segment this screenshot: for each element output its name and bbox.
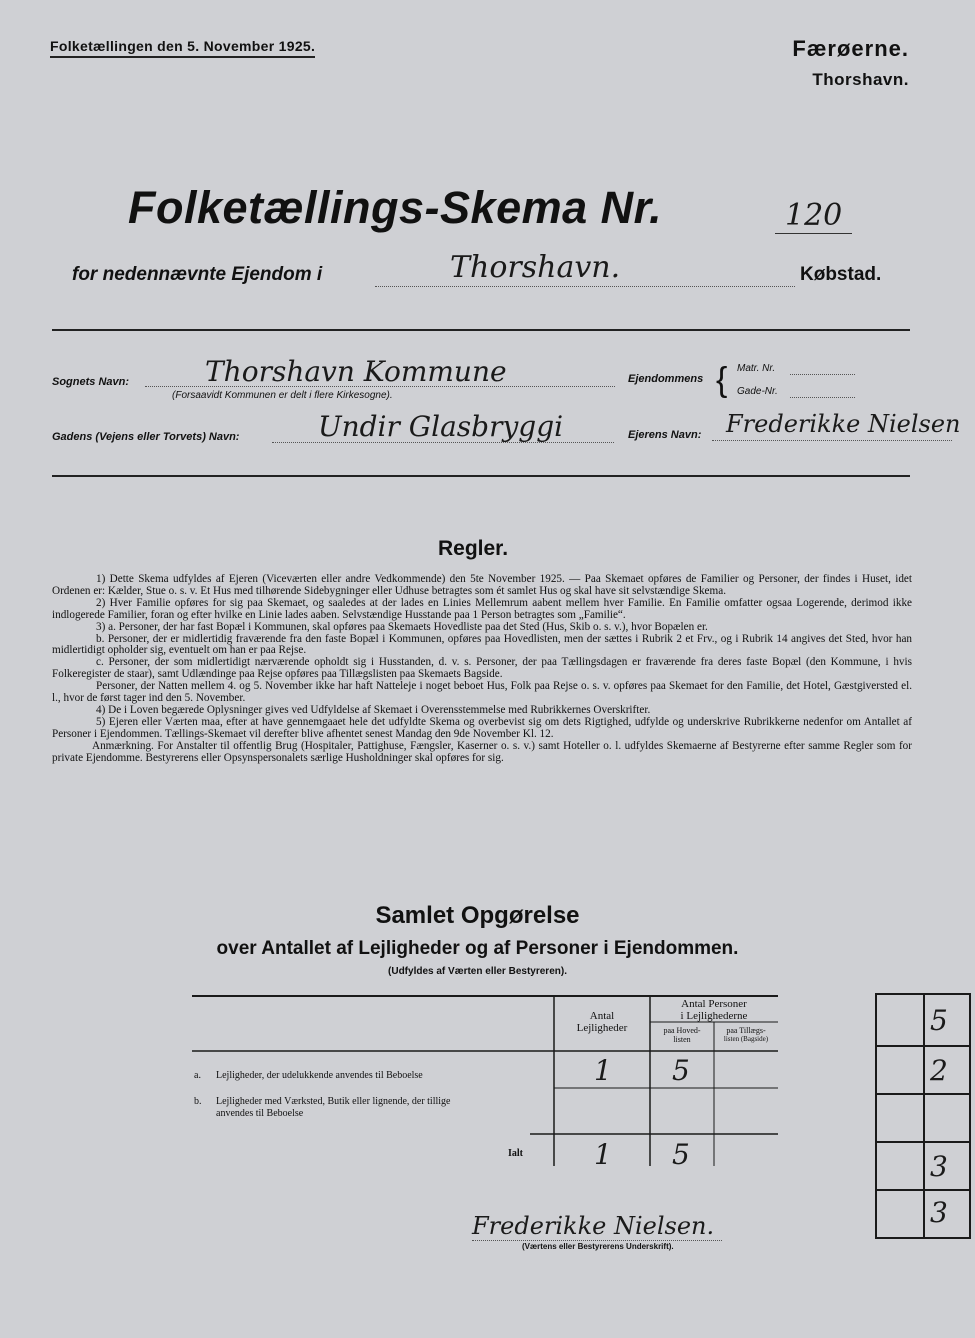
signature-caption: (Værtens eller Bestyrerens Underskrift). (522, 1242, 674, 1251)
kobstad-label: Købstad. (800, 264, 882, 285)
total-apartments: 1 (594, 1138, 612, 1171)
row-b-label-line2: anvendes til Beboelse (216, 1108, 304, 1119)
col-persons-l2: i Lejlighederne (680, 1010, 748, 1022)
side-cell-4: 3 (930, 1150, 948, 1183)
row-a-apartments: 1 (594, 1054, 612, 1087)
signature-line (472, 1240, 722, 1241)
street-label: Gadens (Vejens eller Torvets) Navn: (52, 431, 240, 443)
col-supp-l2: listen (Bagside) (723, 1035, 769, 1043)
col-persons-l1: Antal Personer (681, 998, 747, 1010)
side-cell-1: 5 (930, 1004, 948, 1037)
rule-2: 2) Hver Familie opføres for sig paa Skemaet, og saaledes at der lades en Linies Mellemrum aabent mellem hver Familie. En Familie omfatter ogsaa Logerende, derimod ikke indlogerede Familier, foran og efter hvilke en Linie lades aaben. Selvstændige Husstande paa 1 Person betragtes som „Familie“. (52, 596, 912, 621)
rule-3b: b. Personer, der er midlertidig fraværende fra den faste Bopæl i Kommunen, opføres paa Hovedlisten, men der sættes i Rubrik 2 et Frv., og i Rubrik 14 angives det Sted, hvor han midlertidigt opholder sig, eventuelt om han er paa Rejse. (52, 632, 912, 657)
total-label: Ialt (508, 1148, 523, 1159)
row-a-letter: a. (194, 1070, 201, 1081)
col-apartments-l1: Antal (589, 1010, 615, 1022)
census-date-heading: Folketællingen den 5. November 1925. (50, 38, 315, 58)
summary-title: Samlet Opgørelse (375, 902, 580, 929)
total-main-list: 5 (672, 1138, 690, 1171)
col-main-l1: paa Hoved- (663, 1026, 701, 1035)
rule-5: 5) Ejeren eller Værten maa, efter at have gennemgaaet hele det udfyldte Skema og overbevist sig om dets Rigtighed, udfylde og underskrive Rubrikkerne nedenfor om Antallet af Personer i Ejendommen. Tællings-Skemaet vil derefter blive afhentet senest Mandag den 9de November Kl. 12. (52, 715, 912, 740)
row-a-label: Lejligheder, der udelukkende anvendes til Beboelse (216, 1070, 423, 1081)
col-main-l2: listen (673, 1035, 691, 1044)
summary-subtitle: over Antallet af Lejligheder og af Personer i Ejendommen. (216, 938, 739, 959)
gade-label: Gade-Nr. (737, 386, 778, 397)
matr-label: Matr. Nr. (737, 363, 776, 374)
owner-handwritten: Frederikke Nielsen (726, 410, 961, 438)
summary-note: (Udfyldes af Værten eller Bestyreren). (388, 966, 567, 977)
owner-label: Ejerens Navn: (628, 429, 702, 441)
rule-4: 4) De i Loven begærede Oplysninger gives ved Udfyldelse af Skemaet i Overensstemmelse med Rubrikkernes Overskrifter. (96, 703, 651, 716)
row-a-main-list: 5 (672, 1054, 690, 1087)
town-handwritten: Thorshavn. (450, 250, 621, 285)
rule-3-night: Personer, der Natten mellem 4. og 5. November ikke har haft Natteleje i noget beboet Hus, Folk paa Rejse o. s. v. opføres paa Skemaet for den Familie, det Hotel, Gæstgiversted el. l., hvor de først tager ind den 5. November. (52, 680, 912, 705)
brace-glyph: { (716, 361, 728, 399)
city-name: Thorshavn. (812, 70, 909, 89)
rule-3c: c. Personer, der som midlertidigt nærværende opholdt sig i Husstanden, d. v. s. Personer, der paa Tællingsdagen er fraværende fra deres faste Bopæl (den Kommune, i hvis Folkeregister de staar), samt Udlændinge paa Rejse opføres paa Tillægslisten paa Skemaets Bagside. (52, 656, 912, 681)
col-supp-l1: paa Tillægs- (726, 1026, 766, 1035)
property-label: for nedennævnte Ejendom i (72, 264, 323, 285)
property-of-label: Ejendommens (628, 373, 704, 385)
rule-1: 1) Dette Skema udfyldes af Ejeren (Viceværten eller andre Vedkommende) den 5te November 1925. — Paa Skemaet opføres de Familier og Personer, der findes i Huset, idet Ordenen er: Kælder, Stue o. s. v. Et Hus med tilhørende Sidebygninger eller Udhuse betragtes som ét samlet Hus og skal have sit selvstændige Skema. (52, 573, 912, 597)
side-cell-5: 3 (930, 1196, 948, 1229)
side-cell-2: 2 (930, 1054, 948, 1087)
parish-note: (Forsaavidt Kommunen er delt i flere Kirkesogne). (172, 390, 393, 401)
region-name: Færøerne. (792, 36, 909, 61)
row-b-letter: b. (194, 1096, 202, 1107)
row-b-label-line1: Lejligheder med Værksted, Butik eller lignende, der tillige (216, 1096, 451, 1107)
rule-note: Anmærkning. For Anstalter til offentlig Brug (Hospitaler, Pattighuse, Fængsler, Kaserner o. s. v.) samt Hoteller o. l. udfyldes Skemaerne af Bestyrerne efter samme Regler som for private Ejendomme. Bestyrerens eller Opsynspersonalets særlige Husholdninger skal opføres for sig. (52, 739, 912, 764)
col-apartments-l2: Lejligheder (576, 1022, 628, 1034)
parish-label: Sognets Navn: (52, 376, 130, 388)
street-handwritten: Undir Glasbryggi (318, 410, 564, 443)
signature-handwritten: Frederikke Nielsen. (472, 1212, 715, 1240)
form-title: Folketællings-Skema Nr. (128, 182, 663, 233)
rule-3a: 3) a. Personer, der har fast Bopæl i Kommunen, skal opføres paa Skemaets Hovedliste paa det Sted (Hus, Skib o. s. v.), hvor Bopælen er. (96, 620, 708, 633)
rules-title: Regler. (438, 537, 509, 560)
form-number-handwritten: 120 (775, 198, 852, 234)
parish-handwritten: Thorshavn Kommune (205, 355, 507, 388)
